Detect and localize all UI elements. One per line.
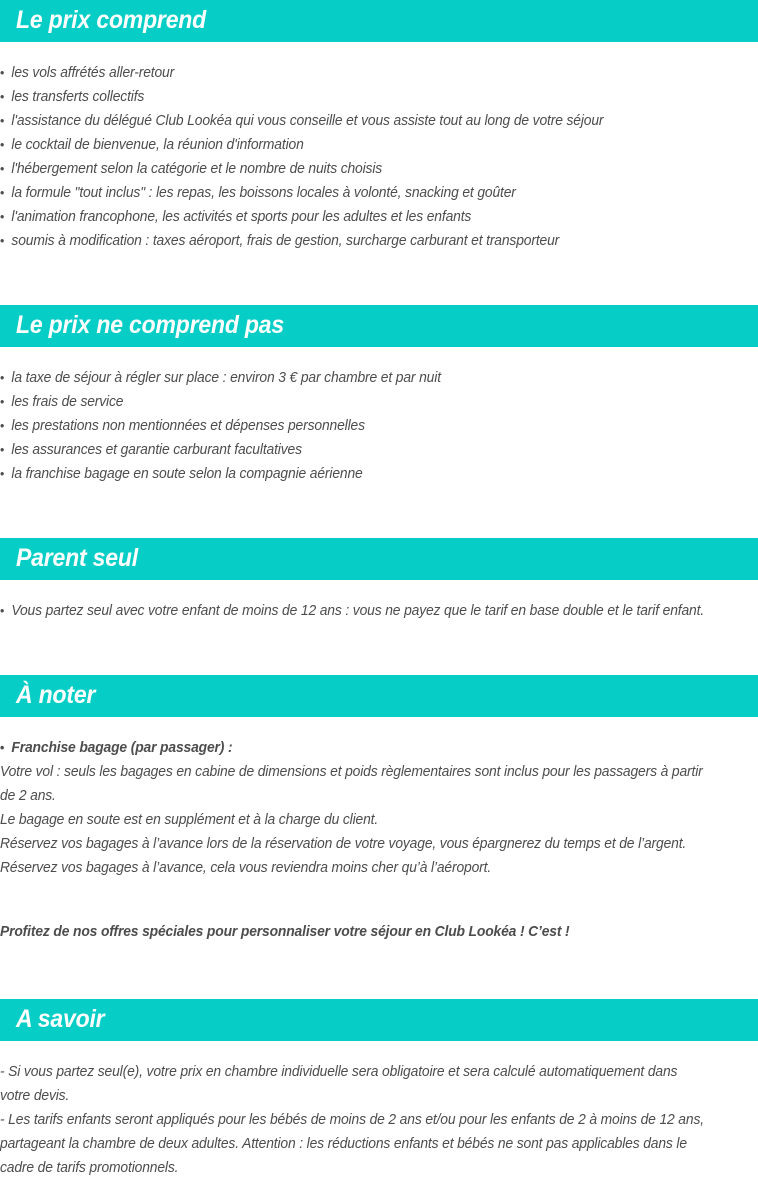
list-item: • les vols affrétés aller-retour — [0, 61, 711, 85]
list-item-baggage-title: • Franchise bagage (par passager) : — [0, 736, 711, 760]
list-item: • les prestations non mentionnées et dépenses personnelles — [0, 414, 711, 438]
paragraph: Réservez vos bagages à l’avance, cela vous reviendra moins cher qu’à l’aéroport. — [0, 860, 492, 876]
section-header-le-prix-ne-comprend-pas — [0, 305, 758, 347]
list-item: • les assurances et garantie carburant facultatives — [0, 438, 711, 462]
section-spacer — [0, 253, 758, 305]
section-spacer — [0, 944, 758, 999]
section-a-noter — [0, 675, 758, 944]
section-le-prix-comprend — [0, 0, 758, 253]
excluded-list — [0, 366, 748, 486]
section-title: Parent seul — [16, 544, 138, 572]
section-parent-seul — [0, 538, 758, 623]
baggage-allowance-list — [0, 736, 748, 760]
section-spacer — [0, 486, 758, 538]
section-body-le-prix-ne-comprend-pas — [0, 347, 758, 486]
list-item: • les transferts collectifs — [0, 85, 711, 109]
single-parent-list — [0, 599, 748, 623]
paragraph: - Les tarifs enfants seront appliqués pour les bébés de moins de 2 ans et/ou pour les enfants de 2 à moins de 12 ans, partageant la chambre de deux adultes. Attention : les réductions enfants et bébés ne sont pas applicables dans le cadre de tarifs promotionnels. — [0, 1112, 704, 1176]
list-item: • soumis à modification : taxes aéroport, frais de gestion, surcharge carburant et transporteur — [0, 229, 711, 253]
included-list — [0, 61, 748, 253]
paragraph: - Si vous partez seul(e), votre prix en chambre individuelle sera obligatoire et sera calculé automatiquement dans votre devis. — [0, 1064, 678, 1104]
paragraph: Réservez vos bagages à l’avance lors de la réservation de votre voyage, vous épargnerez du temps et de l’argent. — [0, 836, 687, 852]
section-body-le-prix-comprend — [0, 42, 758, 253]
section-title: Le prix comprend — [16, 6, 207, 34]
section-header-a-noter — [0, 675, 758, 717]
section-header-a-savoir — [0, 999, 758, 1041]
section-title: Le prix ne comprend pas — [16, 311, 285, 339]
paragraph: Le bagage en soute est en supplément et à la charge du client. — [0, 812, 379, 828]
section-title: À noter — [16, 681, 96, 709]
paragraph-spacer — [0, 880, 748, 920]
list-item: • la formule "tout inclus" : les repas, les boissons locales à volonté, snacking et goûter — [0, 181, 711, 205]
section-body-parent-seul — [0, 580, 758, 623]
list-item: • l'hébergement selon la catégorie et le nombre de nuits choisis — [0, 157, 711, 181]
section-title: A savoir — [16, 1005, 105, 1033]
section-body-a-savoir — [0, 1041, 758, 1180]
list-item: • le cocktail de bienvenue, la réunion d'information — [0, 133, 711, 157]
paragraph: Votre vol : seuls les bagages en cabine de dimensions et poids règlementaires sont inclus pour les passagers à partir de 2 ans. — [0, 764, 703, 804]
list-item: • Vous partez seul avec votre enfant de moins de 12 ans : vous ne payez que le tarif en base double et le tarif enfant. — [0, 599, 711, 623]
list-item: • la franchise bagage en soute selon la compagnie aérienne — [0, 462, 711, 486]
list-item: • la taxe de séjour à régler sur place : environ 3 € par chambre et par nuit — [0, 366, 711, 390]
section-le-prix-ne-comprend-pas — [0, 305, 758, 486]
section-spacer — [0, 623, 758, 675]
section-header-parent-seul — [0, 538, 758, 580]
section-header-le-prix-comprend — [0, 0, 758, 42]
page-bottom-spacer — [0, 1180, 758, 1204]
closing-offer-text: Profitez de nos offres spéciales pour personnaliser votre séjour en Club Lookéa ! C’est ! — [0, 924, 570, 940]
list-item: • l'animation francophone, les activités et sports pour les adultes et les enfants — [0, 205, 711, 229]
list-item: • les frais de service — [0, 390, 711, 414]
list-item: • l'assistance du délégué Club Lookéa qui vous conseille et vous assiste tout au long de votre séjour — [0, 109, 711, 133]
section-body-a-noter — [0, 717, 758, 944]
